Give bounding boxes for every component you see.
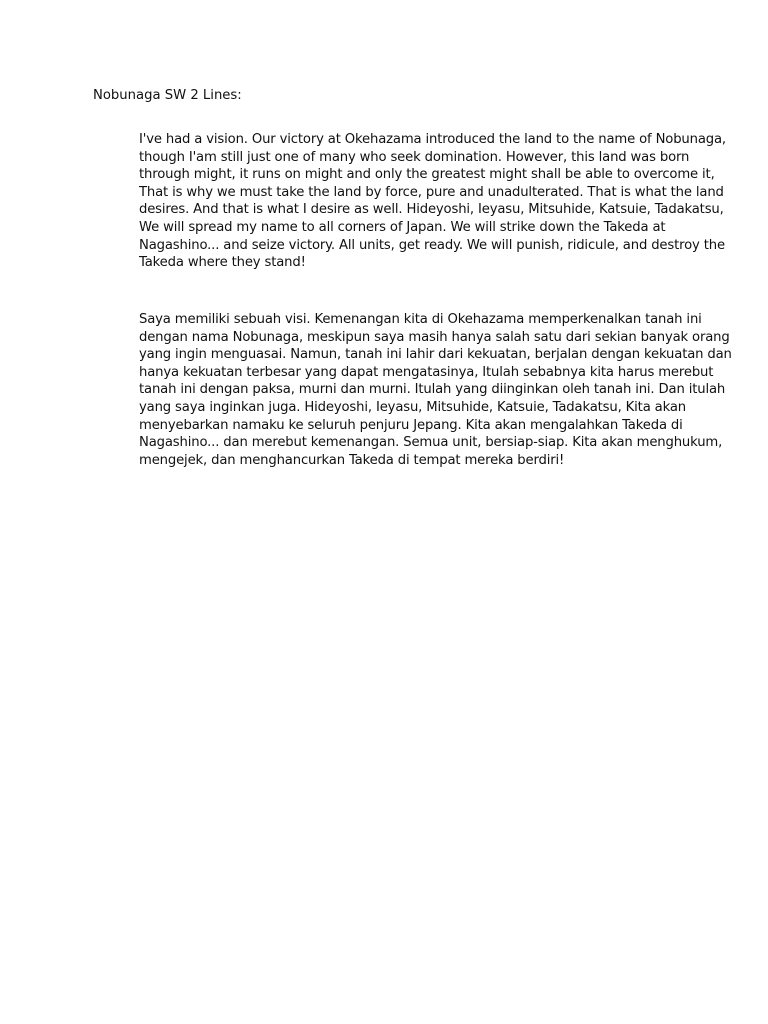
paragraph-line: That is why we must take the land by force, pure and unadulterated. That is what the land	[139, 184, 724, 200]
paragraph-line: hanya kekuatan terbesar yang dapat mengatasinya, Itulah sebabnya kita harus merebut	[139, 364, 714, 380]
paragraph-line: yang saya inginkan juga. Hideyoshi, Ieyasu, Mitsuhide, Katsuie, Tadakatsu, Kita akan	[139, 399, 687, 415]
paragraph-line: Saya memiliki sebuah visi. Kemenangan kita di Okehazama memperkenalkan tanah ini	[139, 312, 702, 327]
paragraph-line: desires. And that is what I desire as well. Hideyoshi, Ieyasu, Mitsuhide, Katsuie, Tadakatsu,	[139, 202, 724, 218]
paragraph-line: yang ingin menguasai. Namun, tanah ini lahir dari kekuatan, berjalan dengan kekuatan dan	[139, 347, 732, 363]
document-title: Nobunaga SW 2 Lines:	[93, 88, 242, 103]
paragraph-line: Nagashino... dan merebut kemenangan. Semua unit, bersiap-siap. Kita akan menghukum,	[139, 435, 723, 451]
paragraph-line: Nagashino... and seize victory. All units, get ready. We will punish, ridicule, and destroy the	[139, 237, 725, 253]
paragraph-line: though I'am still just one of many who seek domination. However, this land was born	[139, 149, 690, 165]
paragraph-line: menyebarkan namaku ke seluruh penjuru Jepang. Kita akan mengalahkan Takeda di	[139, 417, 683, 433]
english-paragraph	[139, 131, 726, 272]
indonesian-paragraph	[139, 311, 732, 469]
paragraph-line: Takeda where they stand!	[139, 255, 306, 271]
paragraph-line: I've had a vision. Our victory at Okehazama introduced the land to the name of Nobunaga,	[139, 132, 726, 147]
paragraph-line: tanah ini dengan paksa, murni dan murni. Itulah yang diinginkan oleh tanah ini. Dan itulah	[139, 382, 726, 398]
paragraph-line: through might, it runs on might and only the greatest might shall be able to overcome it,	[139, 167, 715, 183]
paragraph-line: dengan nama Nobunaga, meskipun saya masih hanya salah satu dari sekian banyak orang	[139, 329, 730, 345]
paragraph-line: We will spread my name to all corners of Japan. We will strike down the Takeda at	[139, 219, 666, 235]
paragraph-line: mengejek, dan menghancurkan Takeda di tempat mereka berdiri!	[139, 452, 565, 468]
